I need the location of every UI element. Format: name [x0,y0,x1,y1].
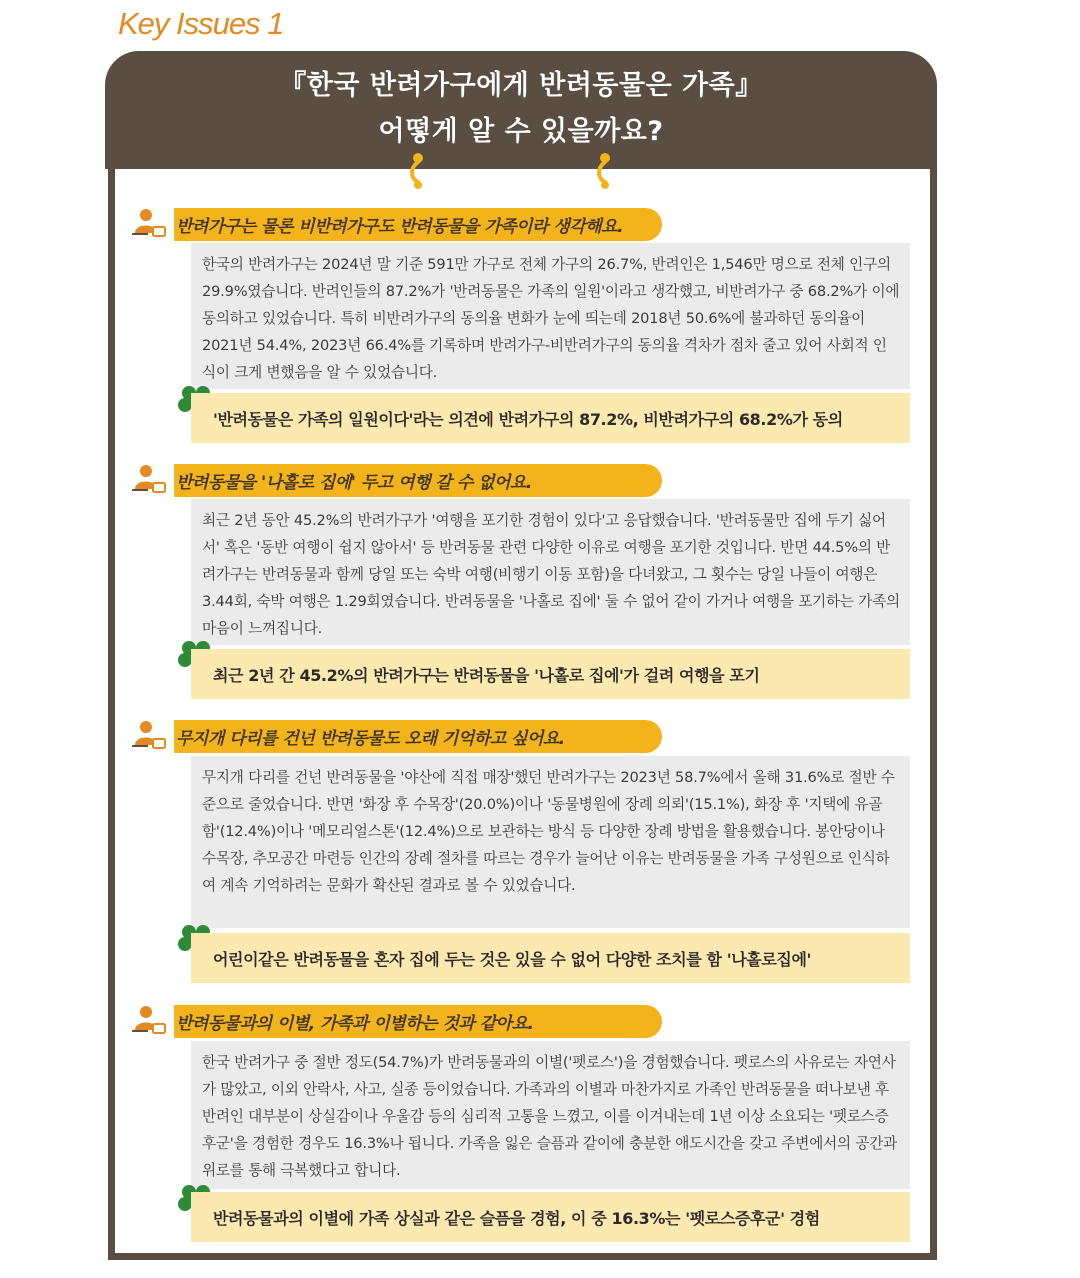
section-2-summary: 최근 2년 간 45.2%의 반려가구는 반려동물을 '나홀로 집에'가 걸려 여행을 포기 [191,649,910,699]
section-4-title: 반려동물과의 이별, 가족과 이별하는 것과 같아요. [176,1013,534,1034]
section-2-title-bar [174,464,662,497]
person-icon [130,1004,170,1038]
section-4-text: 한국 반려가구 중 절반 정도(54.7%)가 반려동물과의 이별('펫로스')을 경험했습니다. 펫로스의 사유로는 자연사가 많았고, 이외 안락사, 사고, 실종 등이었습니다. 가족과의 이별과 마찬가지로 가족인 반려동물을 떠나보낸 후 반려인 대부분이 상실감이나 우울감 등의 심리적 고통을 느꼈고, 이를 이겨내는데 1년 이상 소요되는 '펫로스증후군'을 경험한 경우도 16.3%나 됩니다. 가족을 잃은 슬픔과 같이에 충분한 애도시간을 갖고 주변에서의 공간과 위로를 통해 극복했다고 합니다. [202,1054,898,1179]
section-4-heading [130,1004,662,1038]
person-icon [130,463,170,497]
section-3-title: 무지개 다리를 건넌 반려동물도 오래 기억하고 싶어요. [176,728,565,749]
section-1-body [191,243,910,389]
chain-hook-icon [409,152,427,190]
person-icon [130,207,170,241]
section-1-heading [130,207,662,241]
key-issues-label: Key Issues 1 [118,6,284,41]
section-2-heading [130,463,662,497]
section-3-heading [130,719,662,753]
section-2-text: 최근 2년 동안 45.2%의 반려가구가 '여행을 포기한 경험이 있다'고 응답했습니다. '반려동물만 집에 두기 싫어서' 혹은 '동반 여행이 쉽지 않아서' 등 반려동물 관련 다양한 이유로 여행을 포기한 것입니다. 반면 44.5%의 반려가구는 반려동물과 함께 당일 또는 숙박 여행(비행기 이동 포함)을 다녀왔고, 그 횟수는 당일 나들이 여행은 3.44회, 숙박 여행은 1.29회였습니다. 반려동물을 '나홀로 집에' 둘 수 없어 같이 가거나 여행을 포기하는 가족의 마음이 느껴집니다. [202,512,900,637]
section-4-summary: 반려동물과의 이별에 가족 상실과 같은 슬픔을 경험, 이 중 16.3%는 '펫로스증후군' 경험 [191,1192,910,1242]
person-icon [130,719,170,753]
section-4-body [191,1041,910,1189]
section-3-summary: 어린이같은 반려동물을 혼자 집에 두는 것은 있을 수 없어 다양한 조치를 함 '나홀로집에' [191,933,910,983]
page-title-banner [105,51,937,169]
page-title-line-2: 어떻게 알 수 있을까요? [378,116,664,147]
section-1-title-bar [174,208,662,241]
section-1-title: 반려가구는 물론 비반려가구도 반려동물을 가족이라 생각해요. [176,216,624,237]
chain-hook-icon [596,152,614,190]
section-2-body [191,499,910,645]
page-title-line-1: 『한국 반려가구에게 반려동물은 가족』 [279,70,763,101]
section-1-text: 한국의 반려가구는 2024년 말 기준 591만 가구로 전체 가구의 26.7%, 반려인은 1,546만 명으로 전체 인구의 29.9%였습니다. 반려인들의 87.2%가 '반려동물은 가족의 일원'이라고 생각했고, 비반려가구 중 68.2%가 이에 동의하고 있었습니다. 특히 비반려가구의 동의율 변화가 눈에 띄는데 2018년 50.6%에 불과하던 동의율이 2021년 54.4%, 2023년 66.4%를 기록하며 반려가구-비반려가구의 동의율 격차가 점차 줄고 있어 사회적 인식이 크게 변했음을 알 수 있었습니다. [202,256,900,381]
section-1-summary: '반려동물은 가족의 일원이다'라는 의견에 반려가구의 87.2%, 비반려가구의 68.2%가 동의 [191,393,910,443]
section-3-body [191,756,910,928]
section-3-title-bar [174,720,662,753]
section-2-title: 반려동물을 '나홀로 집에' 두고 여행 갈 수 없어요. [176,472,532,493]
section-4-title-bar [174,1005,662,1038]
section-3-text: 무지개 다리를 건넌 반려동물을 '야산에 직접 매장'했던 반려가구는 2023년 58.7%에서 올해 31.6%로 절반 수준으로 줄었습니다. 반면 '화장 후 수목장'(20.0%)이나 '동물병원에 장례 의뢰'(15.1%), 화장 후 '지택에 유골함'(12.4%)이나 '메모리얼스톤'(12.4%)으로 보관하는 방식 등 다양한 장례 방법을 활용했습니다. 봉안당이나 수목장, 추모공간 마련등 인간의 장례 절차를 따르는 경우가 늘어난 이유는 반려동물을 가족 구성원으로 인식하여 계속 기억하려는 문화가 확산된 결과로 볼 수 있었습니다. [202,769,895,894]
